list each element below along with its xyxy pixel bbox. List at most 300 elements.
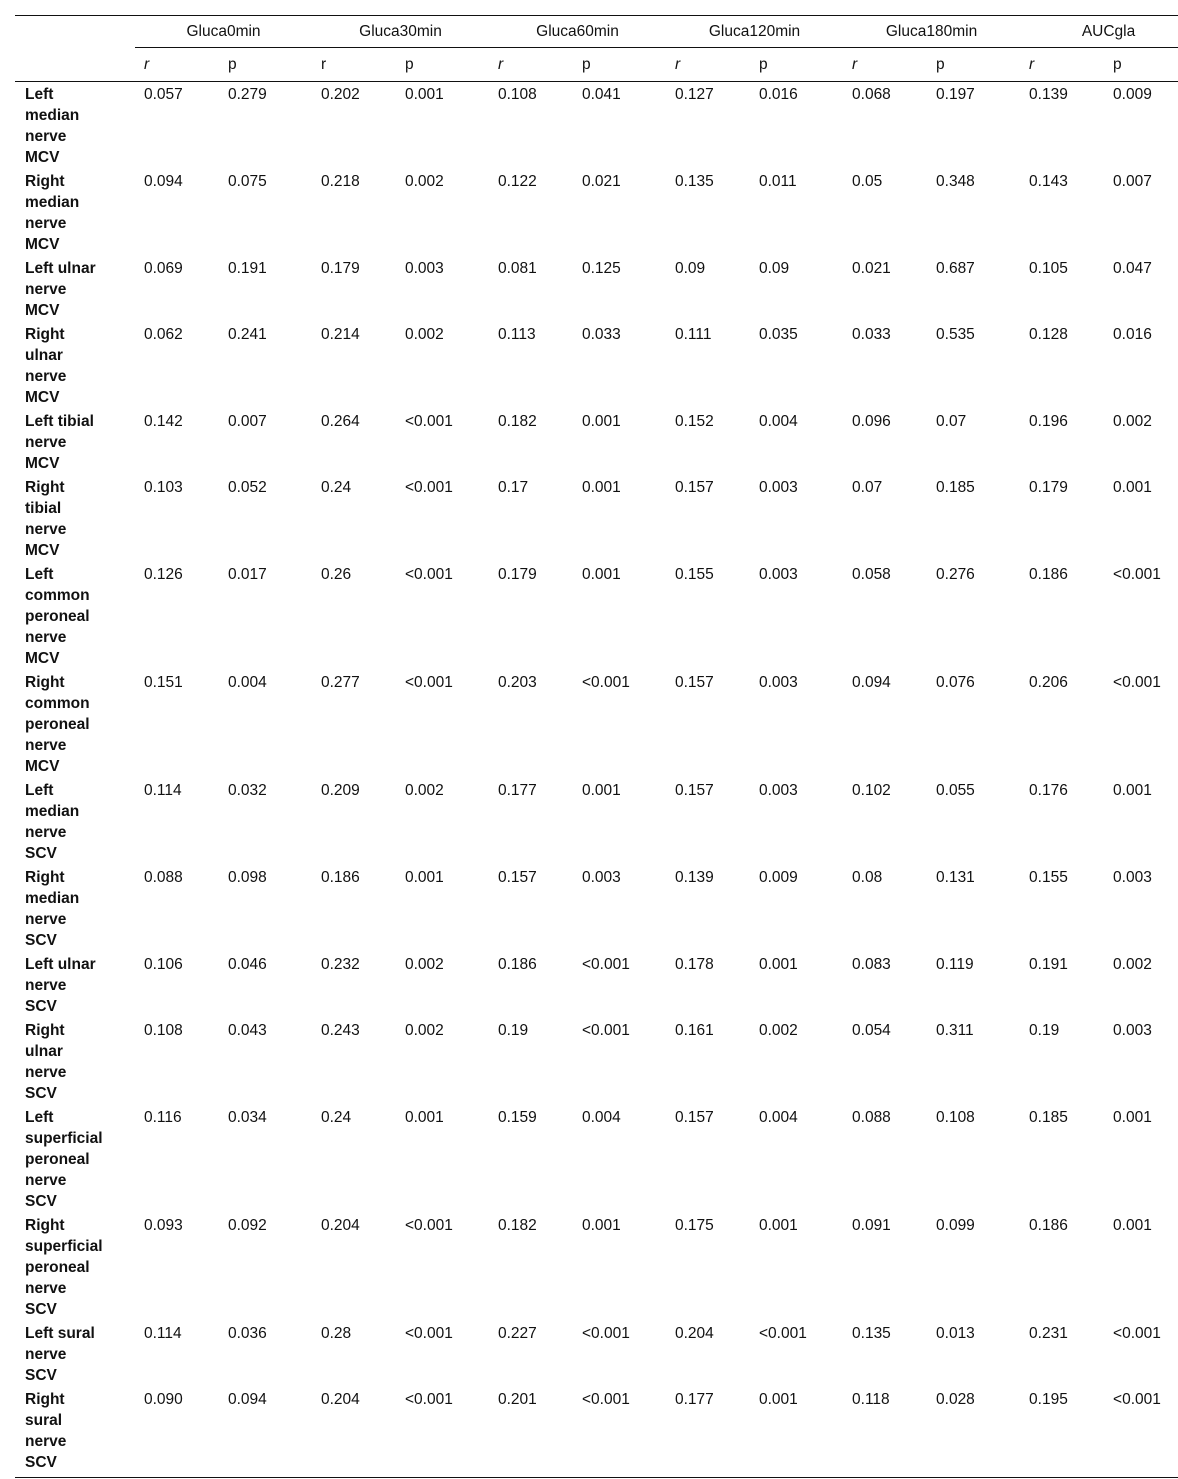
p-value-cell: 0.001 [1113,479,1152,496]
p-value-cell: 0.076 [936,674,975,691]
r-value-cell: 0.116 [144,1109,182,1126]
corner-cell [15,48,135,82]
r-value-cell: 0.054 [852,1022,891,1039]
r-value-cell: 0.127 [675,86,714,103]
row-label-line: nerve [25,737,67,754]
p-value-cell: 0.001 [582,782,621,799]
row-label [15,169,135,256]
row-label-line: nerve [25,1064,67,1081]
r-value-cell: 0.088 [144,869,183,886]
r-value-cell: 0.277 [321,674,360,691]
p-header: p [573,48,666,82]
p-value-cell: <0.001 [396,1387,489,1478]
p-value-cell: 0.001 [1113,1109,1152,1126]
row-label-line: nerve [25,1346,67,1363]
row-label [15,409,135,475]
row-label [15,1105,135,1213]
row-label [15,1387,135,1478]
row-label-line: MCV [25,236,60,253]
r-header: r [666,48,750,82]
p-value-cell: 0.07 [936,413,967,430]
r-value-cell: 0.177 [666,1387,750,1478]
r-value-cell: 0.204 [312,1387,396,1478]
r-header: r [312,48,396,82]
row-label-line: SCV [25,1193,57,1210]
r-value-cell: 0.26 [321,566,352,583]
row-label-line: nerve [25,1280,67,1297]
p-value-cell: 0.185 [936,479,975,496]
p-value-cell: 0.003 [1113,869,1152,886]
table-row [15,562,1178,670]
r-value-cell: 0.186 [321,869,360,886]
table-row [15,1387,1178,1478]
r-value-cell: 0.24 [321,479,352,496]
p-value-cell: 0.001 [1113,1217,1152,1234]
p-value-cell: 0.003 [759,674,798,691]
r-header: r [135,48,219,82]
row-label-line: SCV [25,1301,57,1318]
r-value-cell: 0.185 [1029,1109,1068,1126]
p-header: p [1104,48,1178,82]
row-label-line: Right [25,1391,65,1408]
row-label-line: MCV [25,389,60,406]
p-header: p [927,48,1020,82]
r-header: r [843,48,927,82]
r-value-cell: 0.178 [675,956,714,973]
p-header: p [396,48,489,82]
r-value-cell: 0.182 [498,413,537,430]
row-label-line: Right [25,674,65,691]
r-value-cell: 0.161 [675,1022,714,1039]
r-header: r [489,48,573,82]
p-value-cell: 0.003 [582,869,621,886]
p-value-cell: 0.311 [936,1022,974,1039]
p-value-cell: 0.021 [582,173,621,190]
r-value-cell: 0.093 [144,1217,183,1234]
r-value-cell: 0.176 [1029,782,1068,799]
r-value-cell: 0.218 [321,173,360,190]
p-value-cell: 0.191 [228,260,267,277]
r-value-cell: 0.227 [498,1325,537,1342]
group-header: Gluca0min [135,16,312,48]
p-value-cell: 0.003 [759,566,798,583]
r-value-cell: 0.081 [498,260,537,277]
table-row [15,1213,1178,1321]
r-value-cell: 0.179 [1029,479,1068,496]
p-value-cell: 0.003 [759,479,798,496]
p-value-cell: 0.001 [405,86,444,103]
row-label-line: SCV [25,932,57,949]
p-value-cell: 0.032 [228,782,267,799]
p-value-cell: 0.241 [228,326,267,343]
p-value-cell: 0.007 [228,413,267,430]
r-value-cell: 0.232 [321,956,360,973]
row-label-line: median [25,803,80,820]
p-value-cell: 0.099 [936,1217,975,1234]
r-value-cell: 0.19 [1029,1022,1060,1039]
p-value-cell: 0.348 [936,173,975,190]
correlation-table [15,15,1178,1478]
p-value-cell: 0.098 [228,869,267,886]
r-value-cell: 0.033 [852,326,891,343]
p-value-cell: 0.003 [1113,1022,1152,1039]
table-body [15,82,1178,1478]
row-label-line: SCV [25,998,57,1015]
r-value-cell: 0.069 [144,260,183,277]
p-value-cell: 0.041 [582,86,621,103]
row-label-line: Left [25,782,54,799]
p-value-cell: 0.033 [582,326,621,343]
r-value-cell: 0.155 [675,566,714,583]
row-label-line: MCV [25,149,60,166]
r-value-cell: 0.24 [321,1109,352,1126]
r-value-cell: 0.204 [321,1217,360,1234]
p-value-cell: 0.276 [936,566,975,583]
p-value-cell: 0.125 [582,260,621,277]
row-label-line: Left ulnar [25,956,96,973]
p-value-cell: 0.002 [1113,413,1152,430]
row-label-line: MCV [25,302,60,319]
p-value-cell: 0.001 [582,1217,621,1234]
row-label [15,865,135,952]
group-header: AUCgla [1020,16,1178,48]
row-label-line: Right [25,869,65,886]
r-value-cell: 0.264 [321,413,360,430]
r-value-cell: 0.142 [144,413,183,430]
p-value-cell: 0.002 [759,1022,798,1039]
row-label-line: MCV [25,650,60,667]
row-label-line: Left [25,566,54,583]
r-value-cell: 0.195 [1020,1387,1104,1478]
row-label-line: ulnar [25,1043,63,1060]
table-row [15,952,1178,1018]
row-label-line: MCV [25,758,60,775]
row-label-line: nerve [25,1433,67,1450]
row-label [15,256,135,322]
row-label-line: peroneal [25,608,90,625]
p-value-cell: 0.003 [759,782,798,799]
correlation-table-container [15,15,1178,1478]
group-header-row [15,16,1178,48]
p-value-cell: 0.009 [1113,86,1152,103]
p-value-cell: 0.279 [228,86,267,103]
row-label-line: median [25,890,80,907]
p-value-cell: 0.002 [405,173,444,190]
r-value-cell: 0.096 [852,413,891,430]
row-label-line: Left [25,86,54,103]
p-value-cell: <0.001 [759,1325,807,1342]
r-value-cell: 0.09 [675,260,706,277]
p-value-cell: 0.687 [936,260,975,277]
row-label-line: common [25,695,90,712]
table-row [15,82,1178,170]
row-label-line: Right [25,173,65,190]
r-value-cell: 0.083 [852,956,891,973]
row-label-line: Right [25,326,65,343]
row-label [15,670,135,778]
row-label [15,1018,135,1105]
p-value-cell: <0.001 [405,1325,453,1342]
row-label-line: Left tibial [25,413,94,430]
row-label-line: nerve [25,977,67,994]
r-value-cell: 0.021 [852,260,891,277]
p-value-cell: <0.001 [405,479,453,496]
corner-cell [15,16,135,48]
sub-header-row [15,48,1178,82]
r-value-cell: 0.111 [675,326,712,343]
r-value-cell: 0.08 [852,869,883,886]
r-value-cell: 0.139 [1029,86,1068,103]
p-value-cell: 0.004 [582,1109,621,1126]
p-value-cell: 0.047 [1113,260,1152,277]
p-value-cell: 0.016 [1113,326,1152,343]
p-value-cell: 0.046 [228,956,267,973]
r-value-cell: 0.135 [852,1325,891,1342]
row-label-line: MCV [25,455,60,472]
p-value-cell: 0.002 [405,956,444,973]
r-value-cell: 0.108 [144,1022,183,1039]
p-value-cell: 0.094 [219,1387,312,1478]
r-value-cell: 0.196 [1029,413,1068,430]
table-row [15,322,1178,409]
row-label-line: sural [25,1412,63,1429]
row-label-line: median [25,107,80,124]
row-label-line: nerve [25,281,67,298]
r-value-cell: 0.094 [852,674,891,691]
group-header: Gluca60min [489,16,666,48]
table-row [15,778,1178,865]
r-value-cell: 0.114 [144,1325,182,1342]
r-value-cell: 0.186 [498,956,537,973]
row-label-line: Right [25,479,65,496]
p-header: p [219,48,312,82]
r-value-cell: 0.203 [498,674,537,691]
row-label-line: Right [25,1022,65,1039]
row-label-line: SCV [25,845,57,862]
r-value-cell: 0.202 [321,86,360,103]
p-value-cell: 0.035 [759,326,798,343]
r-value-cell: 0.179 [498,566,537,583]
group-header: Gluca120min [666,16,843,48]
r-value-cell: 0.102 [852,782,891,799]
r-value-cell: 0.157 [675,479,714,496]
r-value-cell: 0.05 [852,173,883,190]
p-value-cell: 0.001 [582,566,621,583]
r-value-cell: 0.057 [144,86,183,103]
r-value-cell: 0.108 [498,86,537,103]
r-value-cell: 0.113 [498,326,536,343]
r-value-cell: 0.106 [144,956,183,973]
p-value-cell: <0.001 [405,674,453,691]
row-label [15,1213,135,1321]
p-value-cell: 0.001 [759,1217,798,1234]
r-header: r [1020,48,1104,82]
r-value-cell: 0.186 [1029,566,1068,583]
p-value-cell: 0.001 [582,479,621,496]
r-value-cell: 0.135 [675,173,714,190]
row-label-line: tibial [25,500,62,517]
p-value-cell: 0.004 [228,674,267,691]
r-value-cell: 0.191 [1029,956,1068,973]
p-value-cell: 0.002 [405,782,444,799]
row-label-line: Left ulnar [25,260,96,277]
r-value-cell: 0.157 [675,782,714,799]
r-value-cell: 0.088 [852,1109,891,1126]
r-value-cell: 0.209 [321,782,360,799]
r-value-cell: 0.126 [144,566,183,583]
p-value-cell: 0.004 [759,413,798,430]
p-value-cell: 0.002 [405,1022,444,1039]
p-value-cell: 0.001 [405,1109,444,1126]
p-value-cell: <0.001 [1113,674,1161,691]
r-value-cell: 0.155 [1029,869,1068,886]
table-header [15,16,1178,82]
row-label-line: nerve [25,824,67,841]
p-value-cell: 0.009 [759,869,798,886]
row-label-line: nerve [25,911,67,928]
r-value-cell: 0.214 [321,326,360,343]
p-value-cell: 0.011 [759,173,797,190]
p-value-cell: 0.007 [1113,173,1152,190]
r-value-cell: 0.151 [144,674,183,691]
p-value-cell: 0.013 [936,1325,975,1342]
row-label-line: nerve [25,1172,67,1189]
p-value-cell: <0.001 [573,1387,666,1478]
r-value-cell: 0.206 [1029,674,1068,691]
p-value-cell: <0.001 [1113,566,1161,583]
r-value-cell: 0.090 [135,1387,219,1478]
p-value-cell: 0.535 [936,326,975,343]
r-value-cell: 0.114 [144,782,182,799]
p-value-cell: <0.001 [405,566,453,583]
p-value-cell: 0.197 [936,86,975,103]
row-label-line: peroneal [25,1259,90,1276]
p-value-cell: <0.001 [582,1022,630,1039]
r-value-cell: 0.179 [321,260,360,277]
table-row [15,1105,1178,1213]
r-value-cell: 0.157 [675,1109,714,1126]
table-row [15,670,1178,778]
r-value-cell: 0.068 [852,86,891,103]
p-value-cell: 0.001 [582,413,621,430]
p-value-cell: <0.001 [1104,1387,1178,1478]
p-value-cell: 0.052 [228,479,267,496]
r-value-cell: 0.201 [489,1387,573,1478]
p-value-cell: 0.028 [927,1387,1020,1478]
p-value-cell: 0.036 [228,1325,267,1342]
r-value-cell: 0.091 [852,1217,891,1234]
r-value-cell: 0.19 [498,1022,529,1039]
p-value-cell: 0.016 [759,86,798,103]
p-value-cell: 0.075 [228,173,267,190]
row-label-line: Right [25,1217,65,1234]
p-value-cell: 0.108 [936,1109,975,1126]
r-value-cell: 0.143 [1029,173,1068,190]
r-value-cell: 0.182 [498,1217,537,1234]
r-value-cell: 0.152 [675,413,714,430]
r-value-cell: 0.175 [675,1217,714,1234]
r-value-cell: 0.17 [498,479,529,496]
table-row [15,409,1178,475]
row-label [15,322,135,409]
p-value-cell: 0.001 [759,956,798,973]
p-value-cell: <0.001 [1113,1325,1161,1342]
p-value-cell: 0.09 [759,260,790,277]
p-value-cell: 0.001 [405,869,444,886]
row-label-line: peroneal [25,1151,90,1168]
r-value-cell: 0.118 [843,1387,927,1478]
p-value-cell: 0.001 [1113,782,1152,799]
row-label-line: SCV [25,1367,57,1384]
r-value-cell: 0.122 [498,173,537,190]
r-value-cell: 0.157 [675,674,714,691]
row-label-line: SCV [25,1085,57,1102]
r-value-cell: 0.058 [852,566,891,583]
r-value-cell: 0.243 [321,1022,360,1039]
row-label-line: nerve [25,434,67,451]
table-row [15,1321,1178,1387]
row-label-line: SCV [25,1454,57,1471]
p-value-cell: <0.001 [582,956,630,973]
p-value-cell: 0.004 [759,1109,798,1126]
row-label-line: superficial [25,1238,103,1255]
r-value-cell: 0.28 [321,1325,352,1342]
row-label-line: Left [25,1109,54,1126]
row-label-line: common [25,587,90,604]
row-label-line: nerve [25,629,67,646]
r-value-cell: 0.157 [498,869,537,886]
row-label-line: ulnar [25,347,63,364]
p-header: p [750,48,843,82]
p-value-cell: <0.001 [582,1325,630,1342]
r-value-cell: 0.177 [498,782,537,799]
table-row [15,1018,1178,1105]
r-value-cell: 0.094 [144,173,183,190]
row-label-line: median [25,194,80,211]
p-value-cell: 0.002 [1113,956,1152,973]
p-value-cell: 0.092 [228,1217,267,1234]
r-value-cell: 0.231 [1029,1325,1068,1342]
r-value-cell: 0.128 [1029,326,1068,343]
row-label-line: peroneal [25,716,90,733]
table-row [15,865,1178,952]
p-value-cell: 0.043 [228,1022,267,1039]
row-label-line: nerve [25,521,67,538]
table-row [15,169,1178,256]
row-label-line: nerve [25,215,67,232]
row-label-line: nerve [25,128,67,145]
r-value-cell: 0.186 [1029,1217,1068,1234]
r-value-cell: 0.105 [1029,260,1068,277]
row-label-line: nerve [25,368,67,385]
row-label [15,562,135,670]
p-value-cell: <0.001 [405,413,453,430]
row-label-line: MCV [25,542,60,559]
p-value-cell: 0.131 [936,869,975,886]
p-value-cell: 0.017 [228,566,267,583]
r-value-cell: 0.07 [852,479,883,496]
row-label-line: Left sural [25,1325,95,1342]
table-row [15,475,1178,562]
p-value-cell: <0.001 [405,1217,453,1234]
p-value-cell: 0.003 [405,260,444,277]
p-value-cell: <0.001 [582,674,630,691]
row-label [15,778,135,865]
table-row [15,256,1178,322]
row-label [15,82,135,170]
r-value-cell: 0.204 [675,1325,714,1342]
group-header: Gluca180min [843,16,1020,48]
